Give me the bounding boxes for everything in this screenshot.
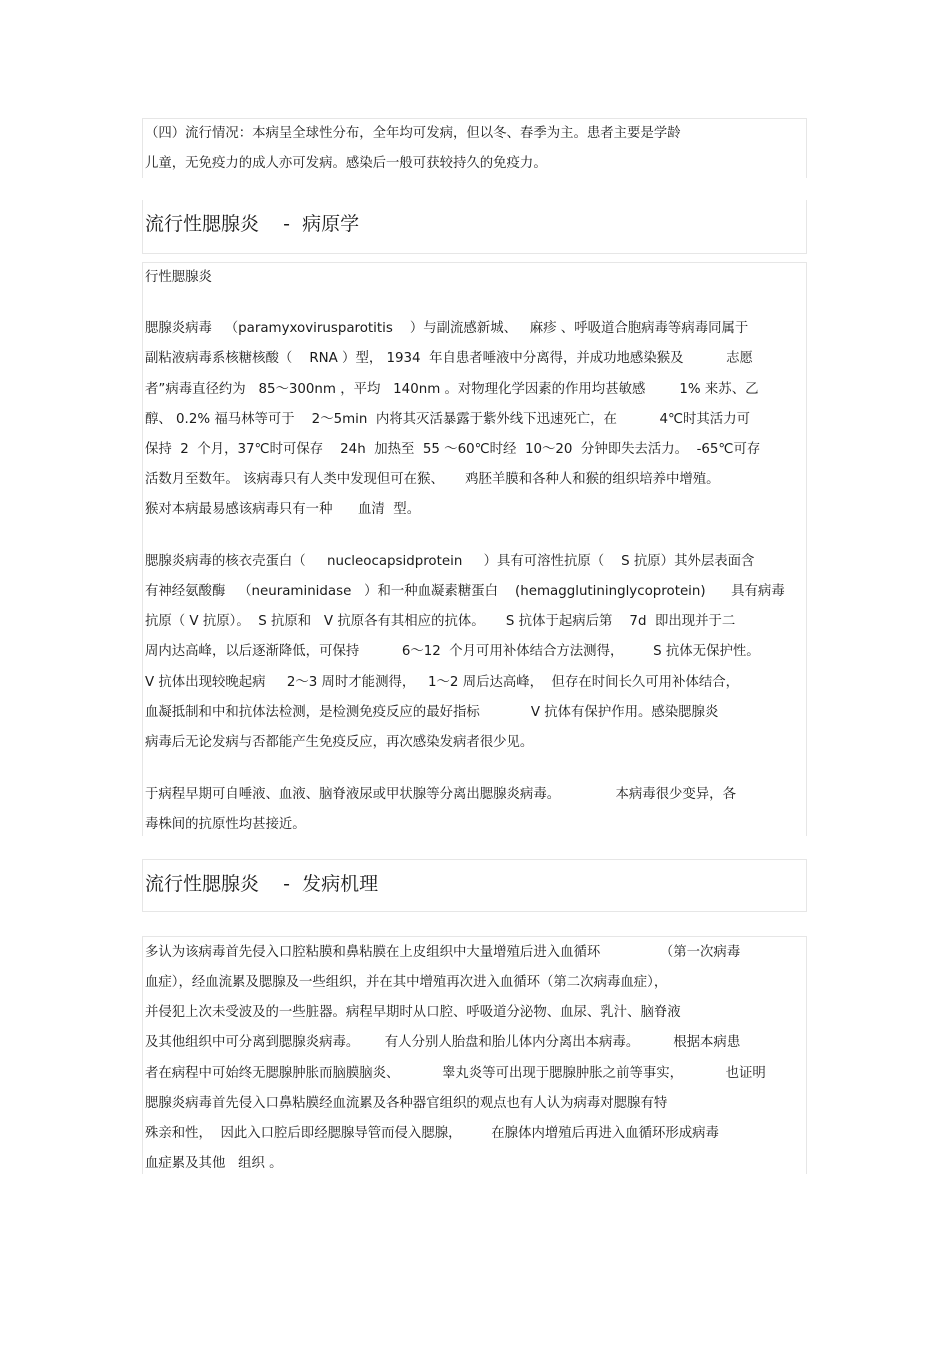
etiology-p1-line-7: 猴对本病最易感该病毒只有一种 血清 型。: [145, 502, 421, 517]
etiology-p3-line-2: 毒株间的抗原性均甚接近。: [145, 817, 306, 832]
etiology-p3-line-1: 于病程早期可自唾液、血液、脑脊液尿或甲状腺等分离出腮腺炎病毒。 本病毒很少变异，各: [145, 787, 736, 802]
pathogenesis-line-2: 血症），经血流累及腮腺及一些组织，并在其中增殖再次进入血循环（第二次病毒血症），: [145, 975, 668, 990]
pathogenesis-heading: 流行性腮腺炎 - 发病机理: [145, 873, 379, 895]
pathogenesis-line-5: 者在病程中可始终无腮腺肿胀而脑膜脑炎、 睾丸炎等可出现于腮腺肿胀之前等事实， 也证明: [145, 1066, 766, 1081]
etiology-p1-line-2: 副粘液病毒系核糖核酸（ RNA ）型， 1934 年自患者唾液中分离得，并成功地感染猴及 志愿: [145, 351, 753, 366]
etiology-p2-line-4: 周内达高峰，以后逐渐降低，可保持 6～12 个月可用补体结合方法测得， S 抗体无保护性。: [145, 644, 760, 659]
etiology-p2-line-1: 腮腺炎病毒的核衣壳蛋白（ nucleocapsidprotein ）具有可溶性抗原（ S 抗原）其外层表面含: [145, 554, 755, 569]
etiology-p1-line-4: 醇、 0.2% 福马林等可于 2～5min 内将其灭活暴露于紫外线下迅速死亡，在 4℃时其活力可: [145, 412, 750, 427]
etiology-p2-line-7: 病毒后无论发病与否都能产生免疫反应，再次感染发病者很少见。: [145, 735, 534, 750]
pathogenesis-line-6: 腮腺炎病毒首先侵入口鼻粘膜经血流累及各种器官组织的观点也有人认为病毒对腮腺有特: [145, 1096, 668, 1111]
etiology-p2-line-5: V 抗体出现较晚起病 2～3 周时才能测得， 1～2 周后达高峰， 但存在时间长久可用补体结合，: [145, 675, 740, 690]
prev-line-2: 儿童，无免疫力的成人亦可发病。感染后一般可获较持久的免疫力。: [145, 156, 547, 171]
etiology-p2-line-6: 血凝抵制和中和抗体法检测，是检测免疫反应的最好指标 V 抗体有保护作用。感染腮腺炎: [145, 705, 719, 720]
etiology-p1-line-6: 活数月至数年。 该病毒只有人类中发现但可在猴、 鸡胚羊膜和各种人和猴的组织培养中增殖。: [145, 472, 720, 487]
prev-line-1: （四）流行情况：本病呈全球性分布，全年均可发病，但以冬、春季为主。患者主要是学龄: [145, 126, 681, 141]
pathogenesis-line-1: 多认为该病毒首先侵入口腔粘膜和鼻粘膜在上皮组织中大量增殖后进入血循环 （第一次病毒: [145, 945, 741, 960]
etiology-heading: 流行性腮腺炎 - 病原学: [145, 213, 360, 235]
pathogenesis-line-4: 及其他组织中可分离到腮腺炎病毒。 有人分别人胎盘和胎儿体内分离出本病毒。 根据本病患: [145, 1035, 741, 1050]
pathogenesis-line-3: 并侵犯上次未受波及的一些脏器。病程早期时从口腔、呼吸道分泌物、血尿、乳汁、脑脊液: [145, 1005, 681, 1020]
etiology-intro: 行性腮腺炎: [145, 270, 212, 285]
etiology-p1-line-3: 者”病毒直径约为 85～300nm ，平均 140nm 。对物理化学因素的作用均甚敏感 1% 来苏、乙: [145, 382, 759, 397]
etiology-p2-line-2: 有神经氨酸酶 （neuraminidase ）和一种血凝素糖蛋白 (hemagglutininglycoprotein) 具有病毒: [145, 584, 785, 599]
pathogenesis-line-7: 殊亲和性， 因此入口腔后即经腮腺导管而侵入腮腺， 在腺体内增殖后再进入血循环形成病毒: [145, 1126, 719, 1141]
etiology-p2-line-3: 抗原（ V 抗原）。 S 抗原和 V 抗原各有其相应的抗体。 S 抗体于起病后第 7d 即出现并于二: [145, 614, 736, 629]
pathogenesis-line-8: 血症累及其他 组织 。: [145, 1156, 283, 1171]
etiology-p1-line-1: 腮腺炎病毒 （paramyxovirusparotitis ）与副流感新城、 麻疹 、呼吸道合胞病毒等病毒同属于: [145, 321, 749, 336]
etiology-p1-line-5: 保持 2 个月，37℃时可保存 24h 加热至 55 ～60℃时经 10～20 分钟即失去活力。 -65℃可存: [145, 442, 761, 457]
